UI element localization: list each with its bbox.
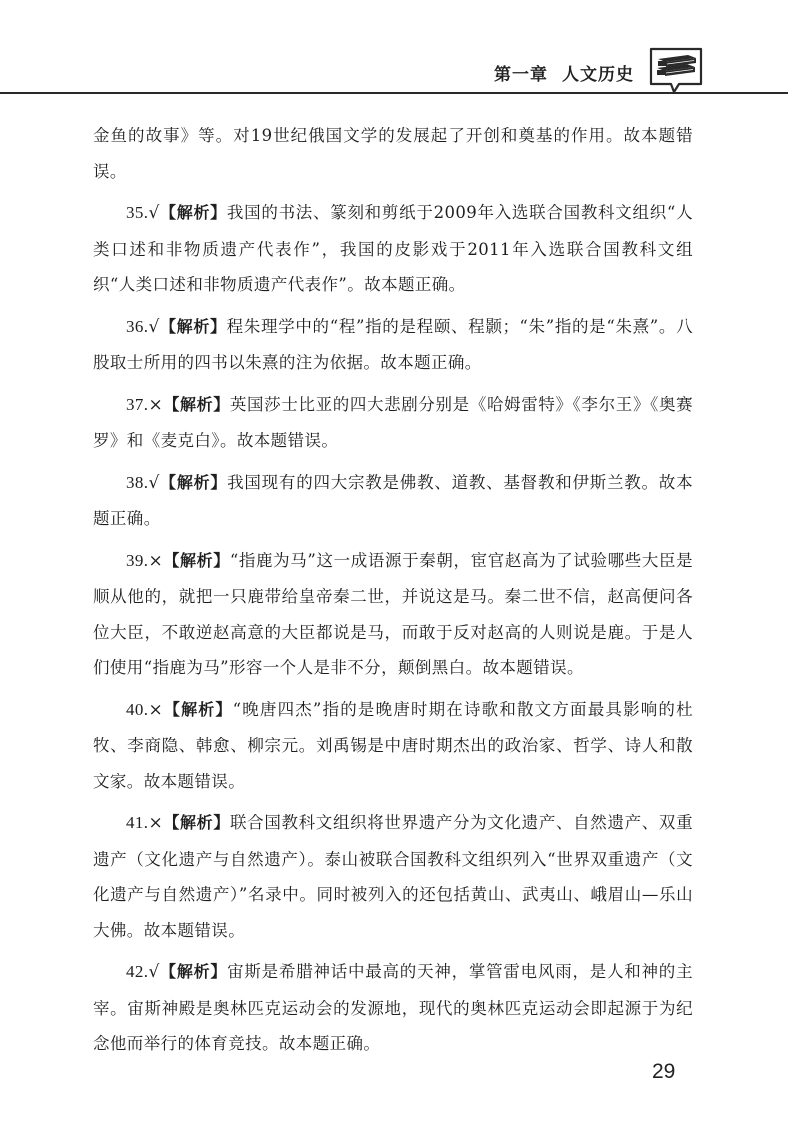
correct-mark: √ — [148, 472, 160, 493]
answer-list — [93, 118, 693, 1068]
analysis-label: 【解析】 — [163, 813, 230, 832]
answer-item-37 — [93, 387, 693, 459]
wrong-mark: × — [148, 699, 164, 720]
analysis-label: 【解析】 — [159, 316, 227, 336]
analysis-label: 【解析】 — [163, 550, 230, 570]
book-stack-icon — [648, 46, 704, 94]
analysis-label: 【解析】 — [163, 699, 233, 719]
chapter-label: 第一章 — [494, 65, 548, 85]
analysis-text: 程朱理学中的“程”指的是程颐、程颢；“朱”指的是“朱熹”。八股取士所用的四书以朱熹的注为依据。故本题正确。 — [93, 316, 693, 372]
answer-item-39 — [93, 543, 693, 686]
item-number: 41. — [126, 813, 149, 832]
answer-item-40 — [93, 692, 693, 800]
analysis-label: 【解析】 — [159, 962, 228, 981]
answer-item-36 — [93, 309, 693, 381]
analysis-label: 【解析】 — [159, 203, 227, 222]
answer-item-38 — [93, 465, 693, 537]
correct-mark: √ — [148, 962, 160, 982]
answer-item-42 — [93, 954, 693, 1062]
item-number: 39. — [126, 550, 149, 570]
correct-mark: √ — [148, 316, 160, 337]
item-number: 36. — [126, 316, 149, 336]
item-number: 35. — [126, 203, 149, 222]
wrong-mark: × — [148, 394, 164, 415]
wrong-mark: × — [148, 813, 164, 833]
page-number: 29 — [652, 1060, 676, 1083]
analysis-label: 【解析】 — [159, 472, 228, 492]
analysis-text: 宙斯是希腊神话中最高的天神，掌管雷电风雨，是人和神的主宰。宙斯神殿是奥林匹克运动会的发源地，现代的奥林匹克运动会即起源于为纪念他而举行的体育竞技。故本题正确。 — [93, 962, 693, 1053]
analysis-text: 我国现有的四大宗教是佛教、道教、基督教和伊斯兰教。故本题正确。 — [93, 472, 693, 528]
analysis-label: 【解析】 — [163, 394, 230, 414]
analysis-text: 联合国教科文组织将世界遗产分为文化遗产、自然遗产、双重遗产（文化遗产与自然遗产）。泰山被联合国教科文组织列入“世界双重遗产（文化遗产与自然遗产）”名录中。同时被列入的还包括黄山、武夷山、峨眉山—乐山大佛。故本题错误。 — [93, 813, 693, 940]
analysis-text: 我国的书法、篆刻和剪纸于2009年入选联合国教科文组织“人类口述和非物质遗产代表作”，我国的皮影戏于2011年入选联合国教科文组织“人类口述和非物质遗产代表作”。故本题正确。 — [93, 203, 693, 294]
item-number: 38. — [126, 472, 149, 492]
item-number: 42. — [126, 962, 149, 981]
answer-item-41 — [93, 805, 693, 948]
wrong-mark: × — [148, 550, 164, 571]
analysis-text: 英国莎士比亚的四大悲剧分别是《哈姆雷特》《李尔王》《奥赛罗》和《麦克白》。故本题错误。 — [93, 394, 694, 450]
item-number: 37. — [126, 394, 149, 414]
continuation-paragraph: 金鱼的故事》等。对19世纪俄国文学的发展起了开创和奠基的作用。故本题错误。 — [93, 126, 693, 181]
running-header — [494, 60, 634, 85]
answer-item-35 — [93, 195, 693, 303]
correct-mark: √ — [148, 203, 160, 223]
analysis-text: “晚唐四杰”指的是晚唐时期在诗歌和散文方面最具影响的杜牧、李商隐、韩愈、柳宗元。刘禹锡是中唐时期杰出的政治家、哲学、诗人和散文家。故本题错误。 — [93, 699, 694, 791]
item-number: 40. — [126, 699, 149, 719]
chapter-title: 人文历史 — [562, 65, 634, 85]
analysis-text: “指鹿为马”这一成语源于秦朝，宦官赵高为了试验哪些大臣是顺从他的，就把一只鹿带给皇帝秦二世，并说这是马。秦二世不信，赵高便问各位大臣，不敢逆赵高意的大臣都说是马，而敢于反对赵高的人则说是鹿。于是人们使用“指鹿为马”形容一个人是非不分，颠倒黑白。故本题错误。 — [93, 550, 693, 677]
header-rule — [0, 92, 788, 94]
